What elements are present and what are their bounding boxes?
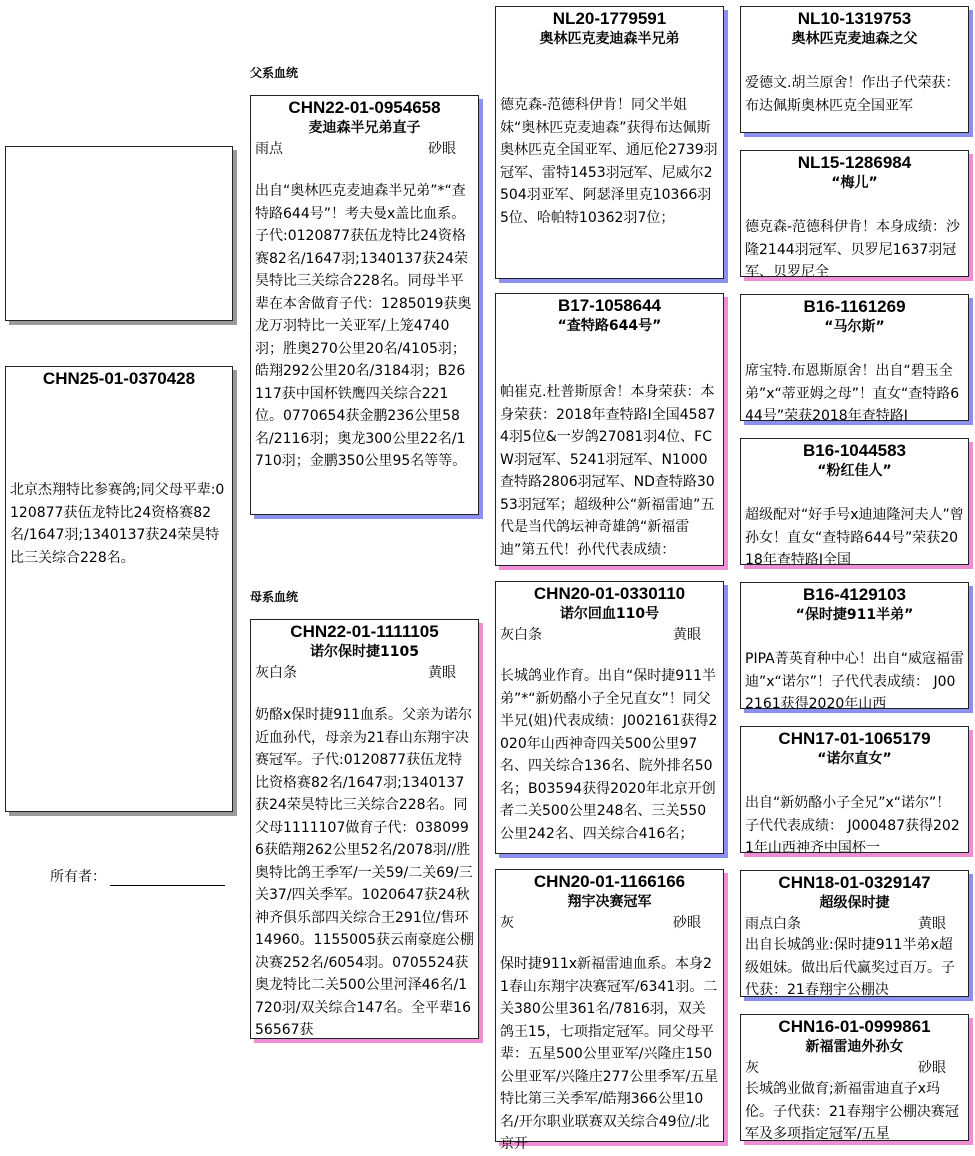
sdd-name: “粉红佳人”	[817, 463, 892, 479]
dam-dam-sire-card	[740, 870, 969, 997]
dam-color: 灰白条	[255, 665, 297, 681]
sire-sire-sire-card	[740, 6, 969, 133]
ssd-description: 德克森-范德科伊肯！本身成绩：沙隆2144羽冠军、贝罗尼1637羽冠军、贝罗尼全	[745, 219, 961, 280]
subject-ring-number: CHN25-01-0370428	[42, 369, 196, 388]
sire-dam-dam-card	[740, 438, 969, 568]
sss-ring-number: NL10-1319753	[797, 9, 912, 28]
dsd-ring-number: CHN17-01-1065179	[778, 729, 931, 748]
dam-sire-card	[495, 581, 724, 854]
owner-field	[50, 866, 225, 886]
sire-dam-description: 帕崔克.杜普斯原舍！本身荣获：本身荣获：2018年查特路I全国45874羽5位&一岁鸽27081羽4位、FCW羽冠军、5241羽冠军、N1000查特路2806羽冠军、ND查特路3053羽冠军；超级种公“新福雷迪”五代是当代鸽坛神奇雄鸽“新福雷迪”第五代！孙代代表成绩：	[500, 384, 716, 558]
dam-card	[250, 619, 479, 1039]
sss-name: 奥林匹克麦迪森之父	[791, 31, 918, 47]
dam-description: 奶酪x保时捷911血系。父亲为诺尔近血孙代，母亲为21春山东翔宇决赛冠军。子代:0120877获伍龙特比资格赛82名/1647羽;1340137获24荣昊特比三关综合228名。同父母1111107做育子代：0380996获皓翔262公里52名/2078羽//胜奥特比鸽王季军/一关59/二关69/三关37/四关季军。1020647获24秋神齐俱乐部四关综合王291位/售环14960。1155005获云南豪庭公棚决赛252名/6054羽。0705524获奥龙特比二关500公里河泽46名/1720羽/双关综合147名。全平辈1656567获	[255, 707, 474, 1038]
sire-dam-card	[495, 293, 724, 566]
sdd-description: 超级配对“好手号x迪迪隆河夫人”曾孙女！直女“查特路644号”荣获2018年查特路I全国	[745, 507, 964, 568]
dds-eye: 黄眼	[918, 916, 946, 932]
owner-label: 所有者：	[50, 869, 106, 885]
dam-sire-name: 诺尔回血110号	[559, 606, 660, 622]
dss-description: PIPA菁英育种中心！出自“威寇福雷迪”x“诺尔”！子代代表成绩： J002161获得2020年山西	[745, 651, 964, 712]
dam-sire-color: 灰白条	[500, 627, 542, 643]
dam-dam-description: 保时捷911x新福雷迪血系。本身21春山东翔宇决赛冠军/6341羽。二关380公里361名/7816羽，双关鸽王15，七项指定冠军。同父母平辈：五星500公里亚军/兴隆庄150公里亚军/兴隆庄277公里季军/五星特比第三关季军/皓翔366公里10名/开尔职业联赛双关综合49位/北京开	[500, 956, 719, 1152]
subject-card	[5, 366, 233, 812]
subject-description: 北京杰翔特比参赛鸽;同父母平辈:0120877获伍龙特比24资格赛82名/1647羽;1340137获24荣昊特比三关综合228名。	[10, 482, 225, 566]
dam-section-label: 母系血统	[250, 590, 299, 604]
sire-sire-name: 奥林匹克麦迪森半兄弟	[539, 31, 680, 47]
sire-name: 麦迪森半兄弟直子	[308, 120, 421, 136]
sire-sire-ring-number: NL20-1779591	[552, 9, 667, 28]
sire-eye: 砂眼	[428, 141, 456, 157]
sire-color: 雨点	[255, 141, 283, 157]
sire-sire-card	[495, 6, 724, 279]
dam-eye: 黄眼	[428, 665, 456, 681]
photo-placeholder	[5, 146, 233, 321]
sds-name: “马尔斯”	[824, 319, 885, 335]
dds-name: 超级保时捷	[819, 895, 890, 911]
dam-dam-eye: 砂眼	[673, 915, 701, 931]
dss-name: “保时捷911半弟”	[795, 607, 914, 623]
dsd-description: 出自“新奶酪小子全兄”x“诺尔”！子代代表成绩： J000487获得2021年山西神齐中国杯一	[745, 795, 960, 856]
dam-sire-eye: 黄眼	[673, 627, 701, 643]
sss-description: 爱德文.胡兰原舍！作出子代荣获：布达佩斯奥林匹克全国亚军	[745, 75, 960, 114]
sire-sire-dam-card	[740, 150, 969, 280]
dam-dam-dam-card	[740, 1014, 969, 1141]
dam-sire-ring-number: CHN20-01-0330110	[533, 584, 686, 603]
dam-sire-description: 长城鸽业作育。出自“保时捷911半弟”*“新奶酪小子全兄直女”！同父半兄(姐)代表成绩：J002161获得2020年山西神奇四关500公里97名、四关综合136名、院外排名50名；B03594获得2020年北京开创者二关500公里248名、三关550公里242名、四关综合416名；	[500, 668, 718, 842]
dds-color: 雨点白条	[745, 916, 801, 932]
sire-section-label: 父系血统	[250, 66, 299, 80]
ddd-color: 灰	[745, 1060, 759, 1076]
sire-sire-description: 德克森-范德科伊肯！同父半姐妹“奥林匹克麦迪森”获得布达佩斯奥林匹克全国亚军、通厄伦2739羽冠军、雷特1453羽冠军、尼威尔2504羽亚军、阿瑟泽里克10366羽5位、哈帕特10362羽7位；	[500, 97, 718, 226]
dam-dam-ring-number: CHN20-01-1166166	[533, 872, 686, 891]
ddd-name: 新福雷迪外孙女	[805, 1039, 904, 1055]
dam-dam-name: 翔宇决赛冠军	[567, 894, 652, 910]
sire-dam-name: “查特路644号”	[557, 318, 662, 334]
dam-dam-color: 灰	[500, 915, 514, 931]
sds-ring-number: B16-1161269	[803, 297, 906, 316]
owner-underline	[110, 870, 225, 886]
dam-sire-sire-card	[740, 582, 969, 712]
sire-ring-number: CHN22-01-0954658	[288, 98, 441, 117]
dss-ring-number: B16-4129103	[802, 585, 907, 604]
ssd-ring-number: NL15-1286984	[797, 153, 912, 172]
dds-description: 出自长城鸽业:保时捷911半弟x超级姐妹。做出后代赢奖过百万。子代获：21春翔宇公棚决	[745, 937, 955, 998]
dsd-name: “诺尔直女”	[817, 751, 892, 767]
dam-sire-dam-card	[740, 726, 969, 856]
ddd-ring-number: CHN16-01-0999861	[778, 1017, 931, 1036]
dam-ring-number: CHN22-01-1111105	[290, 622, 439, 641]
ssd-name: “梅儿”	[831, 175, 878, 191]
sire-card	[250, 95, 479, 515]
dds-ring-number: CHN18-01-0329147	[778, 873, 931, 892]
sire-dam-ring-number: B17-1058644	[557, 296, 662, 315]
dam-dam-card	[495, 869, 724, 1152]
ddd-description: 长城鸽业做育;新福雷迪直子x玛伦。子代获：21春翔宇公棚决赛冠军及多项指定冠军/五星	[745, 1081, 959, 1142]
dam-name: 诺尔保时捷1105	[310, 644, 419, 660]
sds-description: 席宝特.布恩斯原舍！出自“碧玉全弟”x“蒂亚姆之母”！直女“查特路644号”荣获2018年查特路I	[745, 363, 960, 424]
sire-dam-sire-card	[740, 294, 969, 424]
sdd-ring-number: B16-1044583	[802, 441, 907, 460]
sire-description: 出自“奥林匹克麦迪森半兄弟”*“查特路644号”！考夫曼x盖比血系。子代:0120877获伍龙特比24资格赛82名/1647羽;1340137获24荣昊特比三关综合228名。同母半平辈在本舍做育子代：1285019获奥龙万羽特比一关亚军/上笼4740羽；胜奥270公里20名/4105羽；皓翔292公里20名/3184羽；B26117获中国杯铁鹰四关综合221位。0770654获金鹏236公里58名/2116羽；奥龙300公里22名/1710羽；金鹏350公里95名等等。	[255, 183, 472, 469]
ddd-eye: 砂眼	[918, 1060, 946, 1076]
